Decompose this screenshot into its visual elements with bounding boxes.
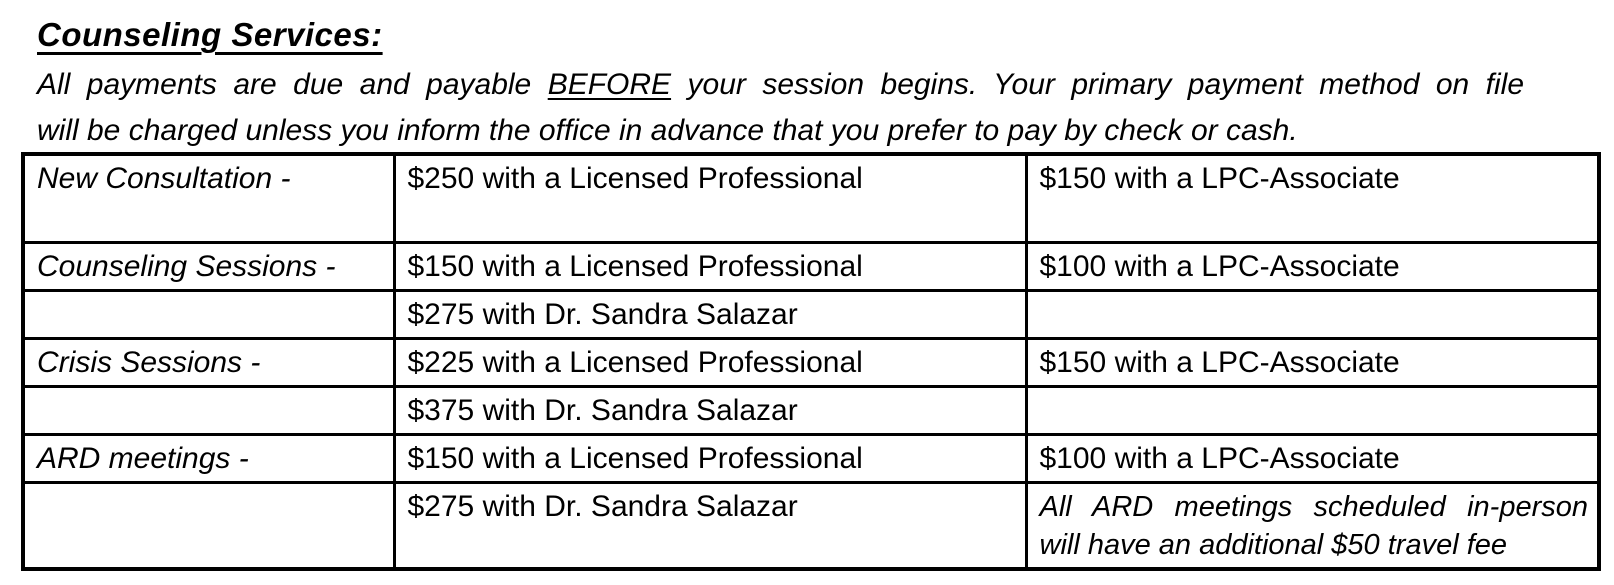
licensed-price-cell: $150 with a Licensed Professional (394, 242, 1026, 290)
intro-line-2: will be charged unless you inform the office in advance that you prefer to pay by check or cash. (37, 114, 1298, 147)
page-title: Counseling Services: (37, 16, 383, 53)
table-row (23, 290, 1599, 338)
licensed-price-cell: $375 with Dr. Sandra Salazar (394, 386, 1026, 434)
associate-price-cell: $150 with a LPC-Associate (1026, 154, 1599, 242)
licensed-price-cell: $250 with a Licensed Professional (394, 154, 1026, 242)
ard-note-line-1: All ARD meetings scheduled in-person (1039, 490, 1588, 523)
table-row (23, 386, 1599, 434)
service-cell: ARD meetings - (23, 434, 394, 482)
service-cell (23, 482, 394, 569)
table-row (23, 434, 1599, 482)
intro-paragraph (37, 62, 1524, 154)
intro-line-1 (37, 62, 1524, 108)
licensed-price-cell: $275 with Dr. Sandra Salazar (394, 482, 1026, 569)
associate-price-cell (1026, 386, 1599, 434)
ard-note-cell (1026, 482, 1599, 569)
licensed-price-cell: $225 with a Licensed Professional (394, 338, 1026, 386)
intro-line-1-post: your session begins. Your primary payment method on file (671, 68, 1525, 101)
associate-price-cell: $100 with a LPC-Associate (1026, 434, 1599, 482)
service-cell: New Consultation - (23, 154, 394, 242)
before-keyword: BEFORE (547, 68, 672, 101)
table-row (23, 482, 1599, 569)
table-row (23, 154, 1599, 242)
service-cell: Counseling Sessions - (23, 242, 394, 290)
associate-price-cell (1026, 290, 1599, 338)
table-row (23, 242, 1599, 290)
table-row (23, 338, 1599, 386)
service-cell (23, 386, 394, 434)
service-cell (23, 290, 394, 338)
associate-price-cell: $150 with a LPC-Associate (1026, 338, 1599, 386)
associate-price-cell: $100 with a LPC-Associate (1026, 242, 1599, 290)
pricing-table (21, 152, 1601, 571)
ard-note-line-2: will have an additional $50 travel fee (1039, 528, 1508, 561)
licensed-price-cell: $150 with a Licensed Professional (394, 434, 1026, 482)
service-cell: Crisis Sessions - (23, 338, 394, 386)
intro-line-1-pre: All payments are due and payable (37, 68, 548, 101)
licensed-price-cell: $275 with Dr. Sandra Salazar (394, 290, 1026, 338)
